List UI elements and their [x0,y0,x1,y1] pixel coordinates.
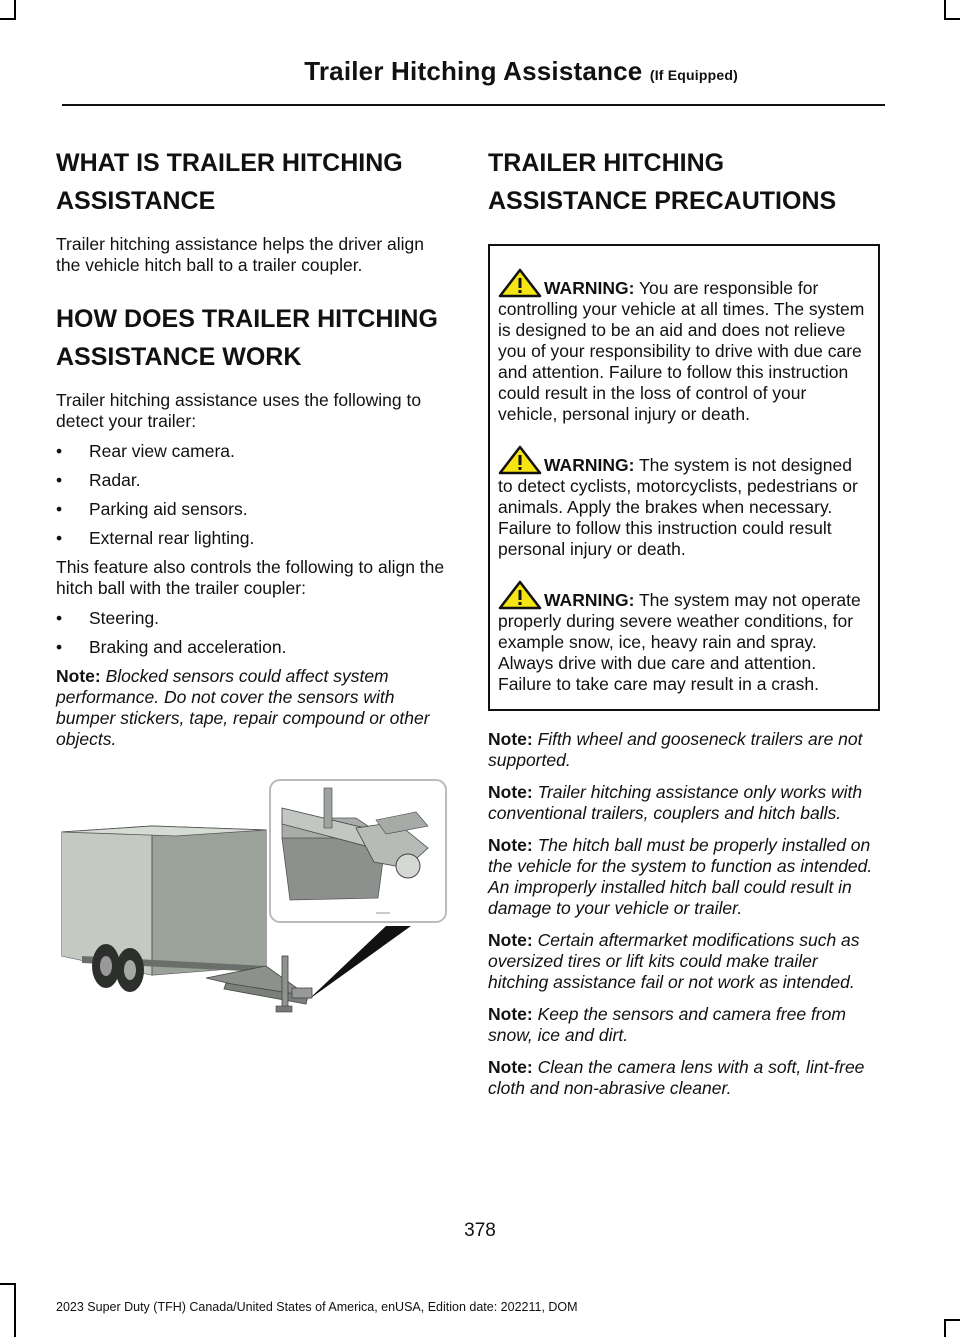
header-subtitle: (If Equipped) [649,67,738,83]
warning-item: WARNING: The system is not designed to detect cyclists, motorcyclists, pedestrians or animals. Apply the brakes when necessary. Failure to follow this instruction could result personal injury or death. [498,445,870,560]
note-item: Note: Keep the sensors and camera free from snow, ice and dirt. [488,1004,846,1045]
section-intro-2: This feature also controls the following to align the hitch ball with the trailer coupler: [56,557,445,598]
detect-list [56,441,446,549]
section-body: Trailer hitching assistance helps the driver align the vehicle hitch ball to a trailer coupler. [56,234,425,275]
heading-line: ASSISTANCE WORK [56,343,302,371]
warning-triangle-icon [498,445,542,475]
section-heading-precautions [488,148,880,216]
header-title-text: Trailer Hitching Assistance [304,56,643,86]
section-heading-what-is [56,148,446,216]
list-item: • Rear view camera. [56,441,235,461]
crop-mark [944,1319,960,1321]
warning-box [488,244,880,711]
note-item: Note: Fifth wheel and gooseneck trailers are not supported. [488,729,863,770]
page-number: 378 [464,1220,496,1241]
controls-list [56,608,446,658]
crop-mark [0,1283,16,1285]
crop-mark [944,18,960,20]
crop-mark [14,1283,16,1337]
warning-triangle-icon [498,268,542,298]
warning-item: WARNING: The system may not operate properly during severe weather conditions, for example snow, ice, heavy rain and spray. Always drive with due care and attention. Failure to take care may result in a crash. [498,580,870,695]
edition-footer: 2023 Super Duty (TFH) Canada/United States of America, enUSA, Edition date: 202211, DOM [56,1300,578,1314]
list-item: • Braking and acceleration. [56,637,287,657]
warning-item: WARNING: You are responsible for controlling your vehicle at all times. The system is designed to be an aid and does not relieve you of your responsibility to drive with due care and attention. Failure to follow this instruction could result in the loss of control of your vehicle, personal injury or death. [498,268,870,425]
trailer-illustration [56,778,448,1048]
list-item: • Parking aid sensors. [56,499,248,519]
heading-line: HOW DOES TRAILER HITCHING [56,305,438,333]
right-column [488,148,880,1110]
crop-mark [0,18,16,20]
section-heading-how-works [56,304,446,372]
note-item: Note: Certain aftermarket modifications such as oversized tires or lift kits could make trailer hitching assistance fail or not work as intended. [488,930,860,992]
list-item: • Steering. [56,608,160,628]
heading-line: TRAILER HITCHING [488,149,725,177]
note-item: Note: The hitch ball must be properly installed on the vehicle for the system to function as intended. An improperly installed hitch ball could result in damage to your vehicle or trailer. [488,835,873,918]
crop-mark [944,1319,946,1337]
header-divider [62,104,885,106]
note-item: Note: Clean the camera lens with a soft, lint-free cloth and non-abrasive cleaner. [488,1057,865,1098]
crop-mark [14,0,16,18]
note-blocked-sensors: Note: Blocked sensors could affect system performance. Do not cover the sensors with bumper stickers, tape, repair compound or other objects. [56,666,430,749]
warning-triangle-icon [498,580,542,610]
heading-line: ASSISTANCE [56,187,216,215]
list-item: • Radar. [56,470,141,490]
heading-line: WHAT IS TRAILER HITCHING [56,149,403,177]
section-intro: Trailer hitching assistance uses the following to detect your trailer: [56,390,422,431]
left-column [56,148,446,750]
crop-mark [944,0,946,18]
list-item: • External rear lighting. [56,528,255,548]
note-item: Note: Trailer hitching assistance only works with conventional trailers, couplers and hitch balls. [488,782,863,823]
page-header-title [304,56,738,87]
heading-line: ASSISTANCE PRECAUTIONS [488,187,837,215]
